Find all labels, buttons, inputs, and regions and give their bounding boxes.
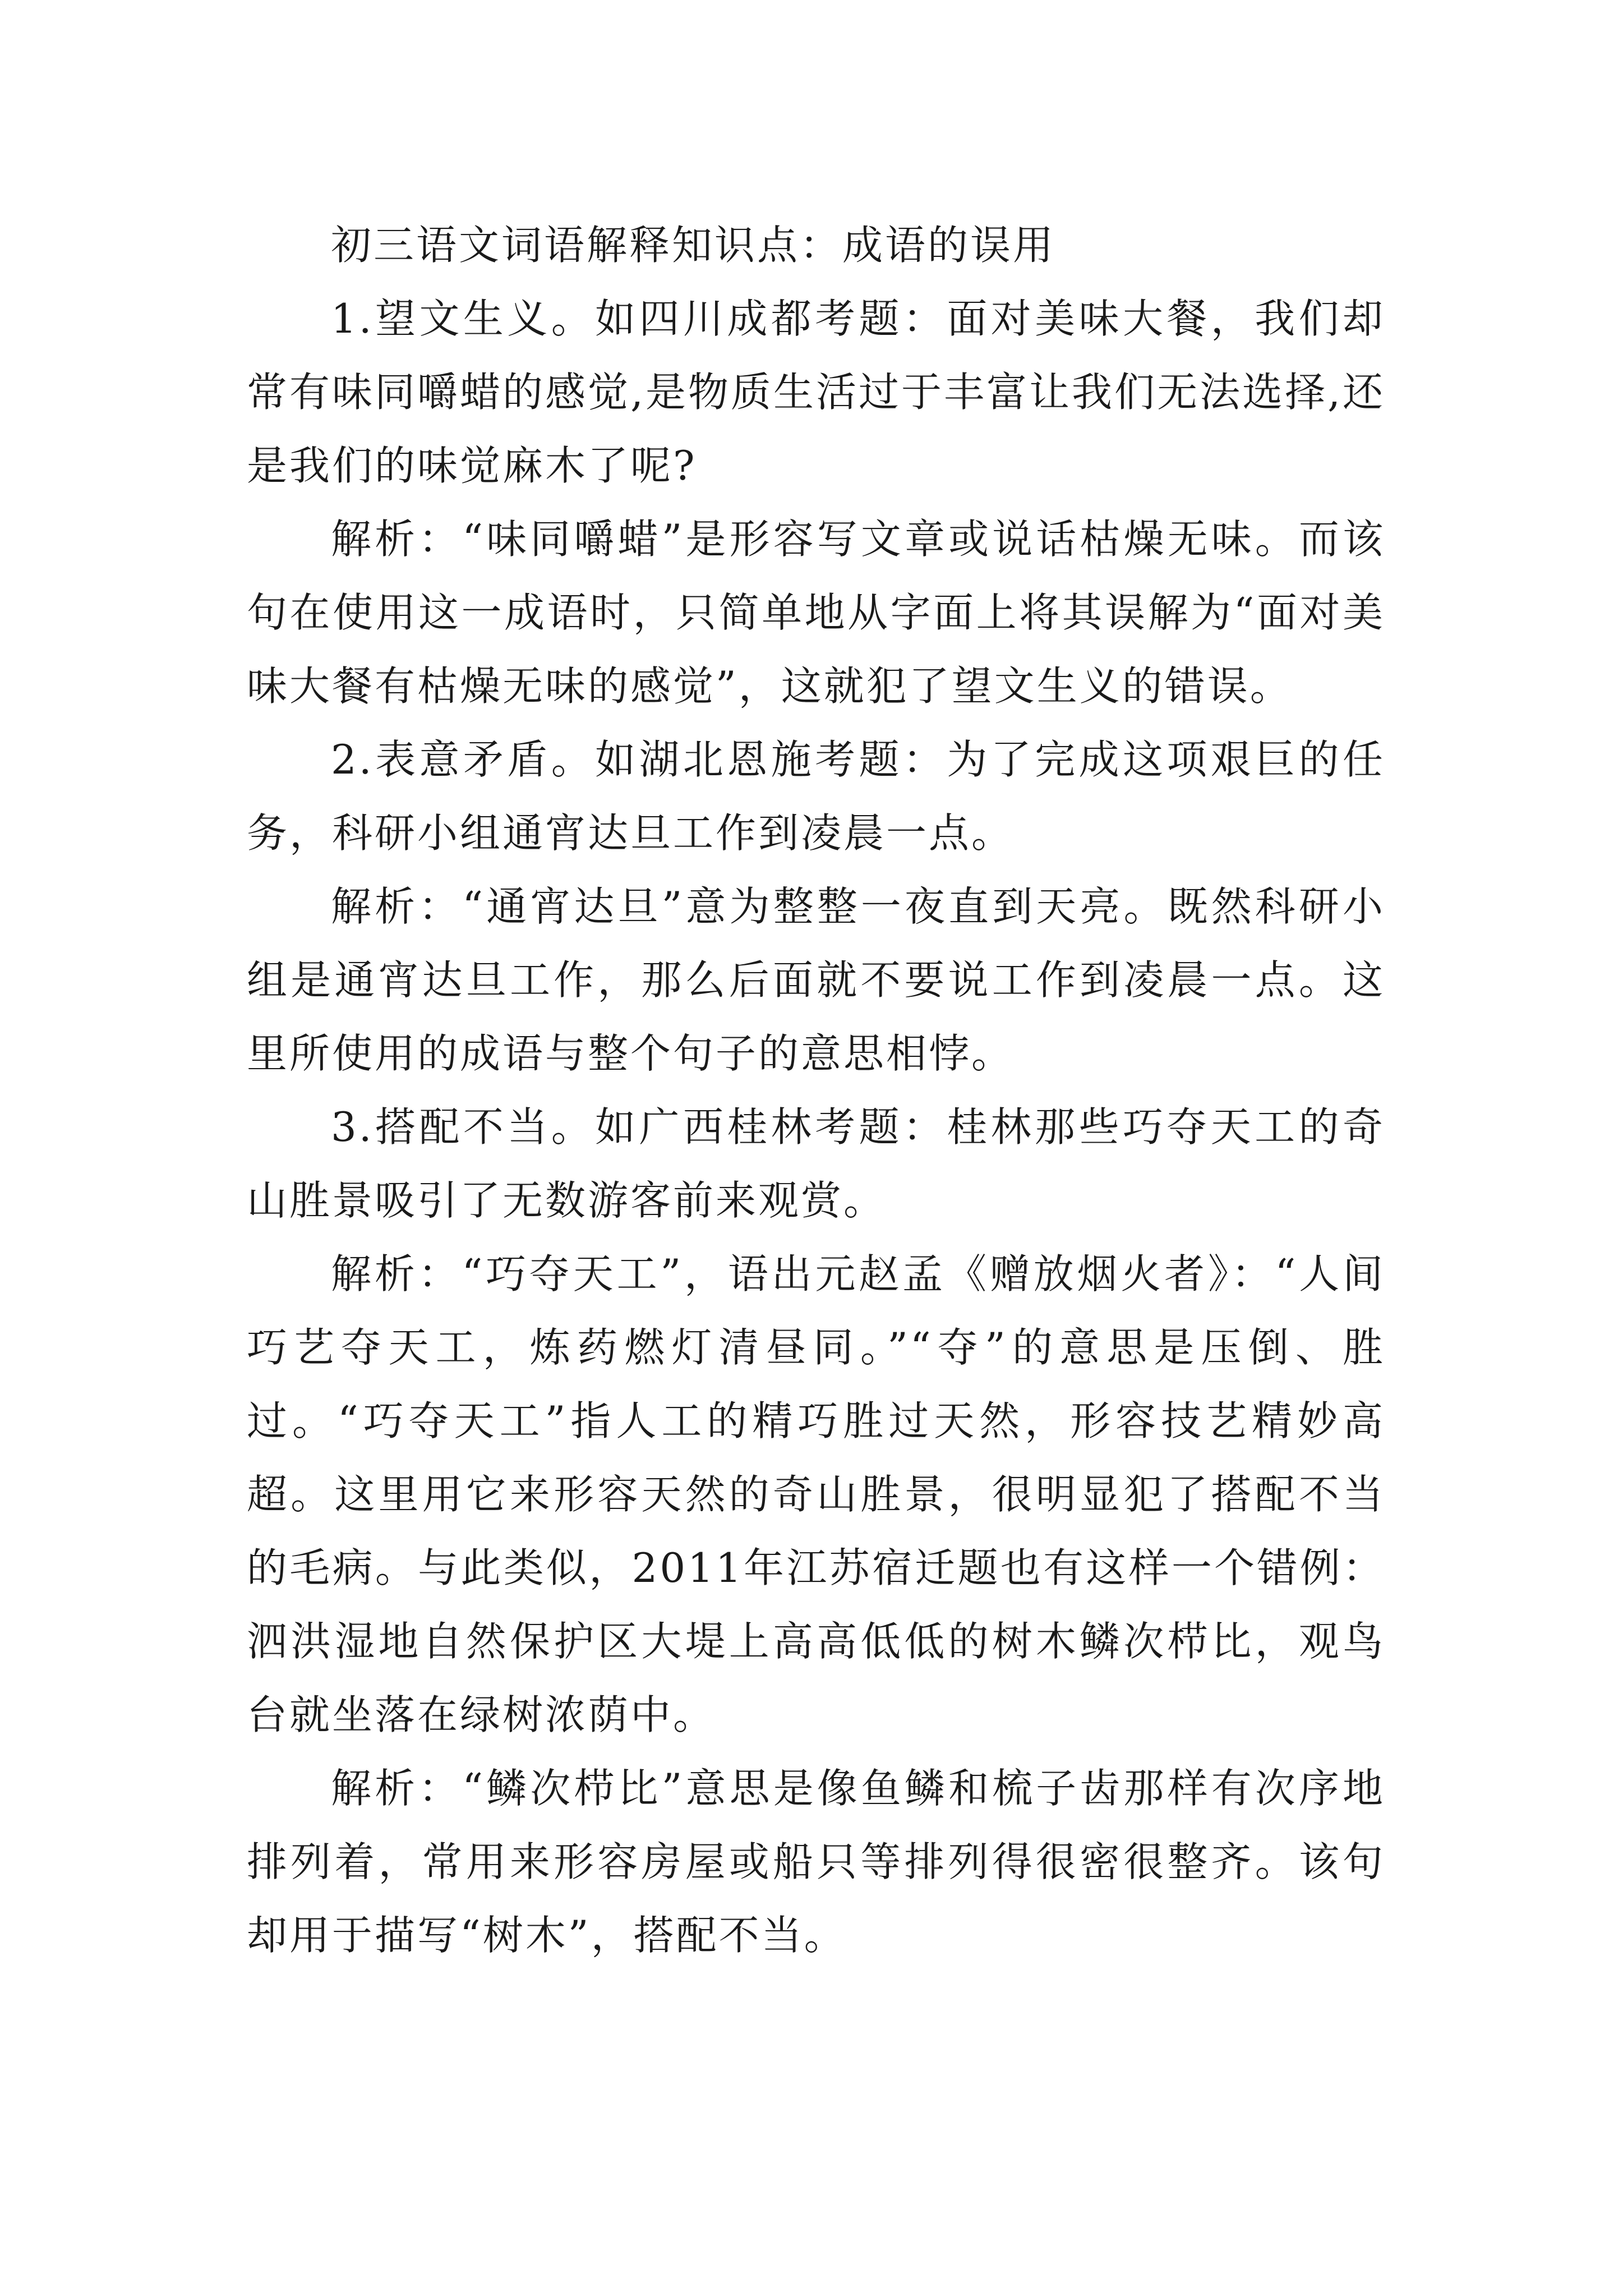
paragraph-point-1: 1.望文生义。如四川成都考题：面对美味大餐，我们却常有味同嚼蜡的感觉,是物质生活过于丰富让我们无法选择,还是我们的味觉麻木了呢? [247,295,1385,489]
paragraph-analysis-3: 解析：“巧夺天工”，语出元赵孟《赠放烟火者》：“人间巧艺夺天工，炼药燃灯清昼同。”“夺”的意思是压倒、胜过。“巧夺天工”指人工的精巧胜过天然，形容技艺精妙高超。这里用它来形容天然的奇山胜景，很明显犯了搭配不当的毛病。与此类似，2011年江苏宿迁题也有这样一个错例：泗洪湿地自然保护区大堤上高高低低的树木鳞次栉比，观鸟台就坐落在绿树浓荫中。 [247,1250,1385,1738]
paragraph-analysis-2: 解析：“通宵达旦”意为整整一夜直到天亮。既然科研小组是通宵达旦工作，那么后面就不要说工作到凌晨一点。这里所使用的成语与整个句子的意思相悖。 [247,883,1385,1077]
document-title: 初三语文词语解释知识点：成语的误用 [331,222,1056,269]
paragraph-analysis-4: 解析：“鳞次栉比”意思是像鱼鳞和梳子齿那样有次序地排列着，常用来形容房屋或船只等排列得很密很整齐。该句却用于描写“树木”，搭配不当。 [247,1765,1385,1959]
paragraph-point-3: 3.搭配不当。如广西桂林考题：桂林那些巧夺天工的奇山胜景吸引了无数游客前来观赏。 [247,1103,1385,1224]
paragraph-point-2: 2.表意矛盾。如湖北恩施考题：为了完成这项艰巨的任务，科研小组通宵达旦工作到凌晨一点。 [247,736,1385,857]
document-body [247,209,1385,1972]
paragraph-analysis-1: 解析：“味同嚼蜡”是形容写文章或说话枯燥无味。而该句在使用这一成语时，只简单地从字面上将其误解为“面对美味大餐有枯燥无味的感觉”，这就犯了望文生义的错误。 [247,516,1385,710]
